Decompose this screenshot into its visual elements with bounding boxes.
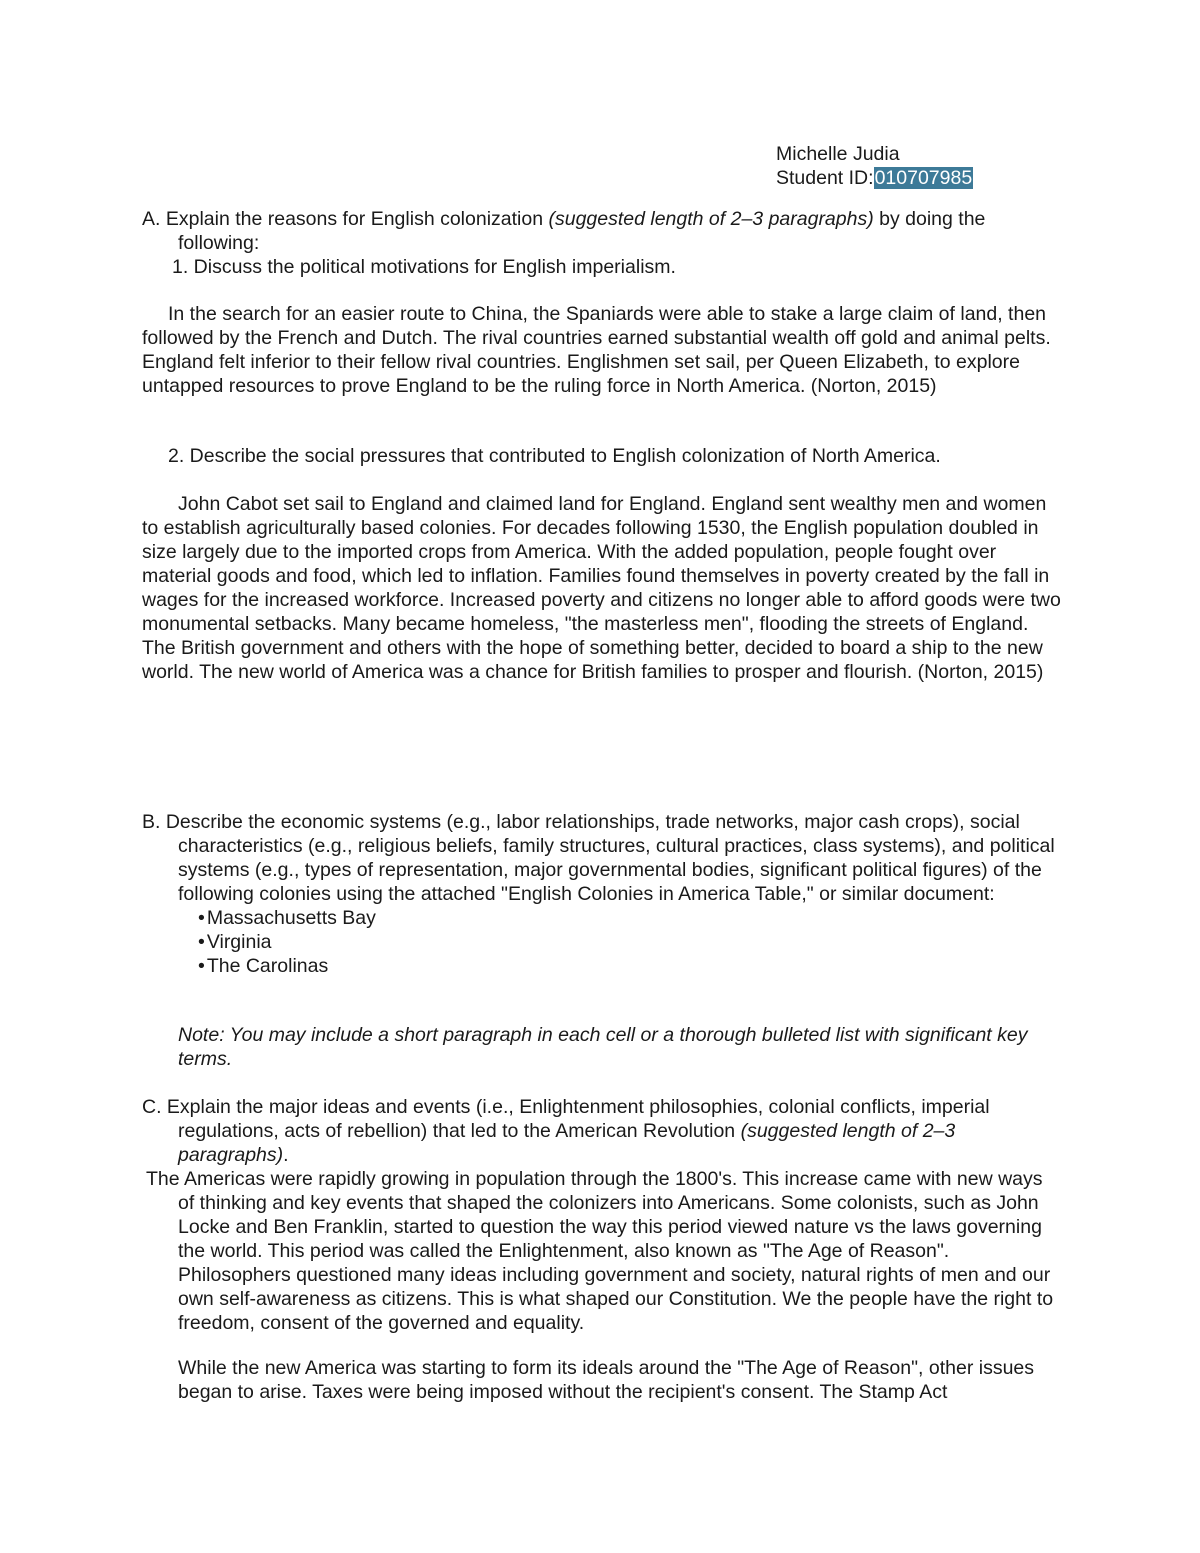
student-header (776, 142, 973, 190)
section-b (142, 810, 1062, 978)
section-c-lead: C. Explain the major ideas and events (i.e., Enlightenment philosophies, colonial conflicts, imperial regulations, acts of rebellion) that led to the American Revolution (142, 1096, 990, 1142)
answer-c-paragraph-2-block (142, 1356, 1062, 1404)
question-a2-block (142, 444, 1062, 468)
question-a2: 2. Describe the social pressures that contributed to English colonization of North America. (168, 445, 941, 467)
student-id-line (776, 166, 973, 190)
section-a-prompt (142, 207, 1062, 279)
answer-a2-text: John Cabot set sail to England and claimed land for England. England sent wealthy men and women to establish agriculturally based colonies. For decades following 1530, the English population doubled in size largely due to the imported crops from America. With the added population, people fought over material goods and food, which led to inflation. Families found themselves in poverty created by the fall in wages for the increased workforce. Increased poverty and citizens no longer able to afford goods were two monumental setbacks. Many became homeless, "the masterless men", flooding the streets of England. The British government and others with the hope of something better, decided to board a ship to the new world. The new world of America was a chance for British families to prosper and flourish. (Norton, 2015) (142, 493, 1061, 683)
colony-item: • Virginia (198, 930, 1062, 954)
answer-a2 (142, 492, 1062, 684)
answer-a1-text: In the search for an easier route to China, the Spaniards were able to stake a large claim of land, then followed by the French and Dutch. The rival countries earned substantial wealth off gold and animal pelts. England felt inferior to their fellow rival countries. Englishmen set sail, per Queen Elizabeth, to explore untapped resources to prove England to be the ruling force in North America. (Norton, 2015) (142, 303, 1051, 397)
colony-list (142, 906, 1062, 978)
answer-c-paragraph-1: The Americas were rapidly growing in population through the 1800's. This increase came with new ways of thinking and key events that shaped the colonizers into Americans. Some colonists, such as John Locke and Ben Franklin, started to question the way this period viewed nature vs the laws governing the world. This period was called the Enlightenment, also known as "The Age of Reason". Philosophers questioned many ideas including government and society, natural rights of men and our own self-awareness as citizens. This is what shaped our Constitution. We the people have the right to freedom, consent of the governed and equality. (146, 1168, 1054, 1334)
section-c (142, 1095, 1062, 1335)
section-a-lead: A. Explain the reasons for English colonization (142, 208, 549, 230)
colony-item: • Massachusetts Bay (198, 906, 1062, 930)
section-b-prompt: B. Describe the economic systems (e.g., labor relationships, trade networks, major cash crops), social characteristics (e.g., religious beliefs, family structures, cultural practices, class systems), and political systems (e.g., types of representation, major governmental bodies, significant political figures) of the following colonies using the attached "English Colonies in America Table," or similar document: (142, 811, 1055, 905)
answer-c-paragraph-2: While the new America was starting to form its ideals around the "The Age of Reason", other issues began to arise. Taxes were being imposed without the recipient's consent. The Stamp Act (178, 1357, 1035, 1403)
student-id-label: Student ID: (776, 167, 874, 189)
answer-a1 (142, 302, 1062, 398)
student-name: Michelle Judia (776, 143, 900, 165)
section-b-note (142, 1023, 1062, 1071)
colony-item: • The Carolinas (198, 954, 1062, 978)
note-text: Note: You may include a short paragraph in each cell or a thorough bulleted list with significant key terms. (178, 1024, 1028, 1070)
section-a-length: (suggested length of 2–3 paragraphs) (548, 208, 874, 230)
section-c-tail: . (283, 1144, 289, 1166)
section-a-tail: by doing the following: (178, 208, 986, 254)
section-c-length: (suggested length of 2–3 paragraphs) (178, 1120, 956, 1166)
question-a1: 1. Discuss the political motivations for English imperialism. (172, 256, 676, 278)
student-id-value[interactable]: 010707985 (874, 167, 973, 189)
